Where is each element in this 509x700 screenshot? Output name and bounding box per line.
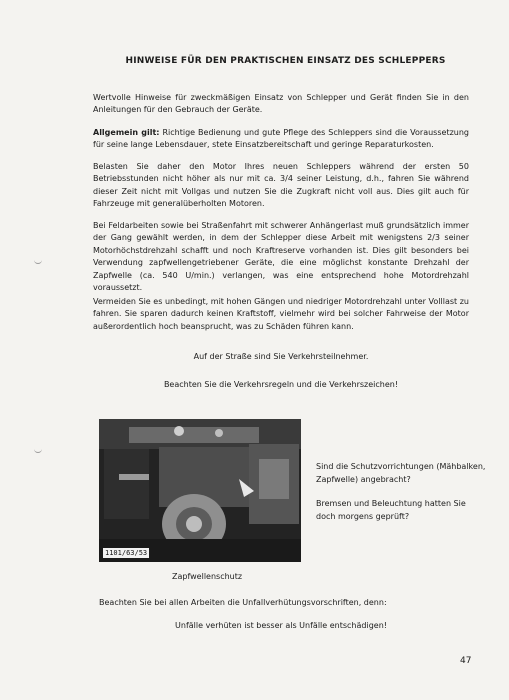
traffic-rules-line: Beachten Sie die Verkehrsregeln und die Verkehrszeichen! — [163, 380, 399, 389]
punch-hole-mark — [34, 448, 42, 453]
tractor-pto-image — [99, 419, 301, 562]
photo-caption: Zapfwellenschutz — [172, 572, 243, 581]
road-user-line: Auf der Straße sind Sie Verkehrsteilnehmer. — [193, 352, 369, 361]
engine-load-paragraph: Belasten Sie daher den Motor Ihres neuen Schleppers während der ersten 50 Betriebsstunden nicht höher als nur mit ca. 3/4 seiner Leistung, d.h., fahren Sie während dieser Zeit nicht mit Vollgas und nutzen Sie die Zugkraft nicht voll aus. Dies gilt auch für Fahrzeuge mit generalüberholten Motoren. — [93, 162, 469, 209]
general-text: Richtige Bedienung und gute Pflege des Schleppers sind die Voraussetzung für seine lange Lebensdauer, stete Einsatzbereitschaft und geringe Reparaturkosten. — [93, 128, 469, 150]
page-title: HINWEISE FÜR DEN PRAKTISCHEN EINSATZ DES SCHLEPPERS — [125, 56, 446, 66]
question-guards: Sind die Schutzvorrichtungen (Mähbalken, Zapfwelle) angebracht? — [316, 462, 486, 484]
pto-guard-photo — [99, 419, 301, 562]
avoid-paragraph: Vermeiden Sie es unbedingt, mit hohen Gängen und niedriger Motordrehzahl unter Volllast zu fahren. Sie sparen dadurch keinen Kraftstoff, vielmehr wird bei solcher Fahrweise der Motor außerordentlich hoch beansprucht, was zu Schäden führen kann. — [93, 297, 469, 331]
intro-paragraph: Wertvolle Hinweise für zweckmäßigen Einsatz von Schlepper und Gerät finden Sie in den Anleitungen für den Gebrauch der Geräte. — [93, 93, 469, 115]
general-paragraph — [93, 127, 469, 152]
page-number: 47 — [460, 656, 472, 666]
photo-reference: 1101/63/53 — [105, 549, 148, 557]
general-lead: Allgemein gilt: — [93, 128, 160, 137]
prevent-line: Unfälle verhüten ist besser als Unfälle entschädigen! — [175, 621, 387, 630]
question-brakes: Bremsen und Beleuchtung hatten Sie doch morgens geprüft? — [316, 499, 466, 521]
field-work-paragraph: Bei Feldarbeiten sowie bei Straßenfahrt mit schwerer Anhängerlast muß grundsätzlich immer der Gang gewählt werden, in dem der Schlepper diese Arbeit mit wenigstens 2/3 seiner Motorhöchstdrehzahl schafft und noch Kraftreserve vorhanden ist. Dies gilt besonders bei Verwendung zapfwellengetriebener Geräte, die eine möglichst konstante Drehzahl der Zapfwelle (ca. 540 U/min.) verlangen, was eine entsprechend hohe Motordrehzahl voraussetzt. — [93, 221, 469, 293]
punch-hole-mark — [34, 259, 42, 264]
accident-rules-line: Beachten Sie bei allen Arbeiten die Unfallverhütungsvorschriften, denn: — [99, 598, 387, 607]
